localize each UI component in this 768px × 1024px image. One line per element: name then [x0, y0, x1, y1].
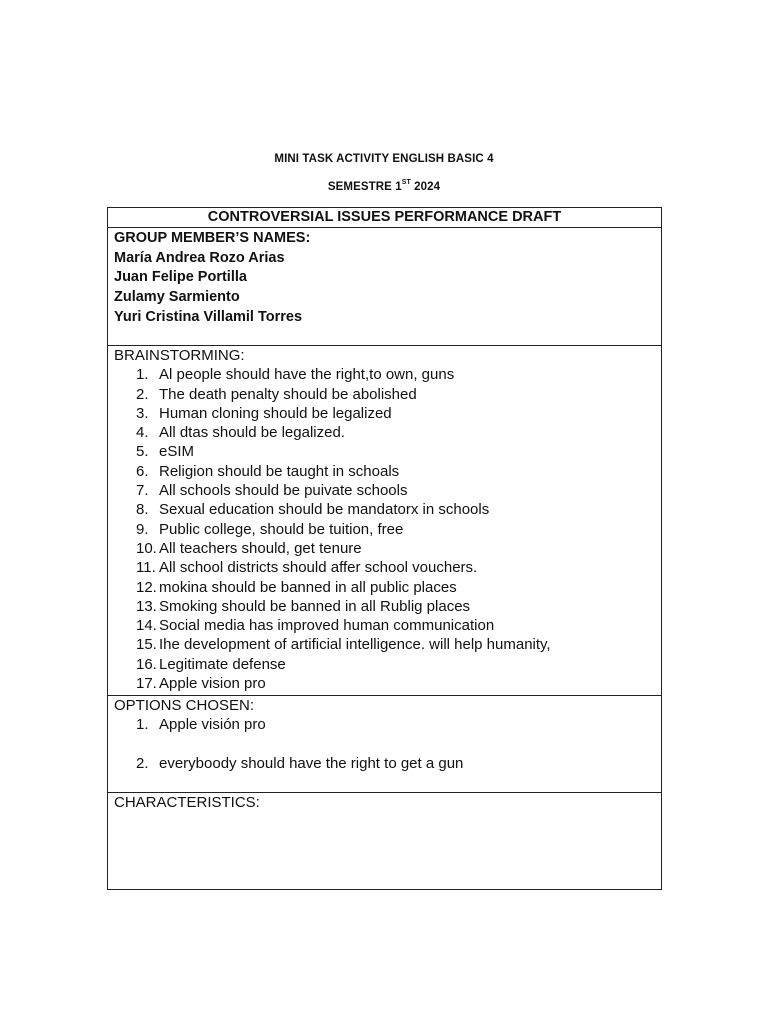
list-item — [114, 715, 655, 734]
semester-superscript: ST — [401, 179, 411, 186]
member-name: Zulamy Sarmiento — [114, 289, 240, 306]
list-item — [114, 674, 655, 693]
list-item — [114, 635, 655, 654]
brainstorming-cell — [108, 346, 662, 696]
list-item-text: Social media has improved human communication — [159, 617, 495, 635]
characteristics-label: CHARACTERISTICS: — [114, 794, 260, 811]
list-item-text: Al people should have the right,to own, guns — [159, 366, 455, 384]
table-heading-row — [108, 208, 662, 228]
options-cell — [108, 696, 662, 793]
characteristics-row — [108, 793, 662, 890]
list-number: 10. — [136, 539, 157, 557]
list-item-text: Legitimate defense — [159, 655, 286, 673]
list-item-text: Smoking should be banned in all Rublig places — [159, 597, 471, 615]
list-item — [114, 539, 655, 558]
list-item — [114, 385, 655, 404]
semester-line — [0, 180, 768, 193]
list-item — [114, 481, 655, 500]
members-label: GROUP MEMBER’S NAMES: — [114, 230, 311, 246]
member-name: María Andrea Rozo Arias — [114, 249, 285, 266]
list-spacer — [114, 735, 655, 754]
list-number: 1. — [136, 716, 149, 734]
list-item — [114, 597, 655, 616]
list-number: 9. — [136, 520, 149, 538]
members-cell — [108, 228, 662, 346]
table-heading: CONTROVERSIAL ISSUES PERFORMANCE DRAFT — [108, 208, 662, 228]
semester-prefix: SEMESTRE 1 — [327, 180, 402, 193]
list-number: 12. — [136, 578, 157, 596]
list-item-text: All dtas should be legalized. — [159, 424, 345, 442]
semester-year: 2024 — [410, 180, 441, 193]
list-number: 15. — [136, 636, 157, 654]
list-item-text: All school districts should affer school vouchers. — [159, 559, 478, 577]
list-number: 6. — [136, 462, 149, 480]
list-item — [114, 423, 655, 442]
options-list — [114, 715, 655, 773]
list-item — [114, 558, 655, 577]
brainstorming-label: BRAINSTORMING: — [114, 347, 245, 364]
list-number: 13. — [136, 597, 157, 615]
list-item — [114, 655, 655, 674]
list-item-text: eSIM — [159, 443, 195, 461]
list-item — [114, 578, 655, 597]
list-item — [114, 404, 655, 423]
list-item-text: Ihe development of artificial intelligence. will help humanity, — [159, 636, 551, 654]
list-item-text: Apple visión pro — [159, 716, 266, 734]
list-item-text: Apple vision pro — [159, 675, 266, 693]
list-number: 4. — [136, 424, 149, 442]
list-item-text: Human cloning should be legalized — [159, 404, 392, 422]
members-row — [108, 228, 662, 346]
list-item-text: Religion should be taught in schoals — [159, 462, 400, 480]
draft-table — [107, 207, 662, 890]
list-number: 8. — [136, 501, 149, 519]
list-number: 5. — [136, 443, 149, 461]
member-name: Yuri Cristina Villamil Torres — [114, 308, 303, 325]
list-item — [114, 754, 655, 773]
list-item — [114, 520, 655, 539]
list-item-text: everyboody should have the right to get a gun — [159, 754, 464, 772]
list-item — [114, 442, 655, 461]
list-number: 7. — [136, 482, 149, 500]
list-number: 1. — [136, 366, 149, 384]
list-item — [114, 500, 655, 519]
list-number: 17. — [136, 675, 157, 693]
options-row — [108, 696, 662, 793]
list-number: 2. — [136, 385, 149, 403]
characteristics-cell — [108, 793, 662, 890]
list-item-text: All teachers should, get tenure — [159, 539, 362, 557]
options-label: OPTIONS CHOSEN: — [114, 697, 255, 714]
list-item-text: Public college, should be tuition, free — [159, 520, 404, 538]
list-number: 11. — [136, 559, 156, 577]
brainstorming-row — [108, 346, 662, 696]
list-item-text: mokina should be banned in all public places — [159, 578, 457, 596]
list-item — [114, 462, 655, 481]
list-item-text: All schools should be puivate schools — [159, 482, 408, 500]
list-item-text: The death penalty should be abolished — [159, 385, 417, 403]
member-name: Juan Felipe Portilla — [114, 269, 247, 286]
list-number: 14. — [136, 617, 157, 635]
document-title: MINI TASK ACTIVITY ENGLISH BASIC 4 — [274, 153, 494, 165]
list-number: 2. — [136, 754, 149, 772]
list-item-text: Sexual education should be mandatorx in schools — [159, 501, 490, 519]
brainstorming-list — [114, 365, 655, 693]
list-number: 16. — [136, 655, 157, 673]
list-item — [114, 616, 655, 635]
list-number: 3. — [136, 404, 149, 422]
list-item — [114, 365, 655, 384]
